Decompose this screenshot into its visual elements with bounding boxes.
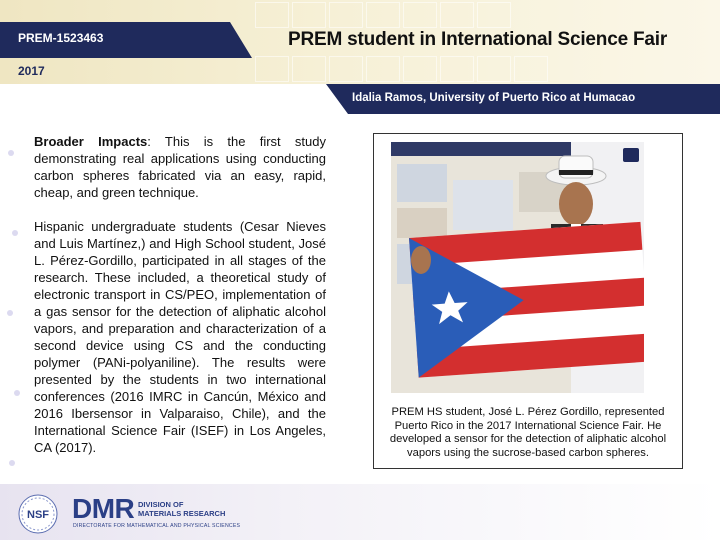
ghost-element-cell — [255, 56, 289, 82]
student-photo — [391, 142, 644, 393]
nsf-logo-icon — [18, 494, 58, 534]
students-paragraph: Hispanic undergraduate students (Cesar Nieves and Luis Martínez,) and High School student, José L. Pérez-Gordillo, participated in all stages of the research. These included, a theoretical study of electronic transport in CS/PEO, implementation of a gas sensor for the detection of aliphatic alcohol vapors, and preparation and characterization of a second device using CS and the conducting polymer (PANi-polyaniline). The results were presented by the students in two international conferences (2016 IMRC in Cancún, México and 2016 Ibersensor in Valparaiso, Chile), and the International Science Fair (ISEF) in Los Angeles, CA (2017). — [34, 219, 326, 455]
broader-impacts-label: Broader Impacts — [34, 134, 148, 149]
division-line-1: DIVISION OF — [138, 500, 184, 509]
ghost-element-cell — [255, 2, 289, 28]
broader-impacts-text: : This is the first study demonstrating real applications using conducting carbon spheres fabricated via an easy, rapid, cheap, and green technique. — [34, 134, 326, 200]
dmr-logo: DMR — [72, 493, 135, 524]
ghost-element-cell — [329, 2, 363, 28]
division-label — [138, 500, 225, 518]
photo-illustration — [391, 142, 644, 393]
year-label: 2017 — [18, 64, 45, 78]
ghost-element-cell — [292, 56, 326, 82]
nsf-logo-text: NSF — [27, 509, 49, 521]
photo-caption: PREM HS student, José L. Pérez Gordillo, represented Puerto Rico in the 2017 International Science Fair. He developed a sensor for the detection of aliphatic alcohol vapors using the sucrose-based carbon spheres. — [389, 406, 667, 459]
ghost-element-cell — [440, 56, 474, 82]
body-text — [34, 133, 326, 473]
author-affiliation: Idalia Ramos, University of Puerto Rico at Humacao — [352, 92, 636, 104]
division-line-2: MATERIALS RESEARCH — [138, 509, 226, 518]
ghost-element-cell — [514, 56, 548, 82]
broader-impacts-paragraph — [34, 133, 326, 201]
decorative-dots — [6, 140, 22, 480]
ghost-element-cell — [366, 56, 400, 82]
ghost-element-cell — [403, 2, 437, 28]
ghost-element-cell — [477, 2, 511, 28]
ghost-element-cell — [477, 56, 511, 82]
ghost-element-cell — [329, 56, 363, 82]
ghost-element-cell — [403, 56, 437, 82]
ghost-element-cell — [292, 2, 326, 28]
award-number: PREM-1523463 — [18, 31, 104, 45]
directorate-label: DIRECTORATE FOR MATHEMATICAL AND PHYSICAL SCIENCES — [73, 523, 241, 529]
ghost-element-cell — [366, 2, 400, 28]
ghost-element-cell — [440, 2, 474, 28]
slide-title: PREM student in International Science Fair — [288, 29, 668, 50]
